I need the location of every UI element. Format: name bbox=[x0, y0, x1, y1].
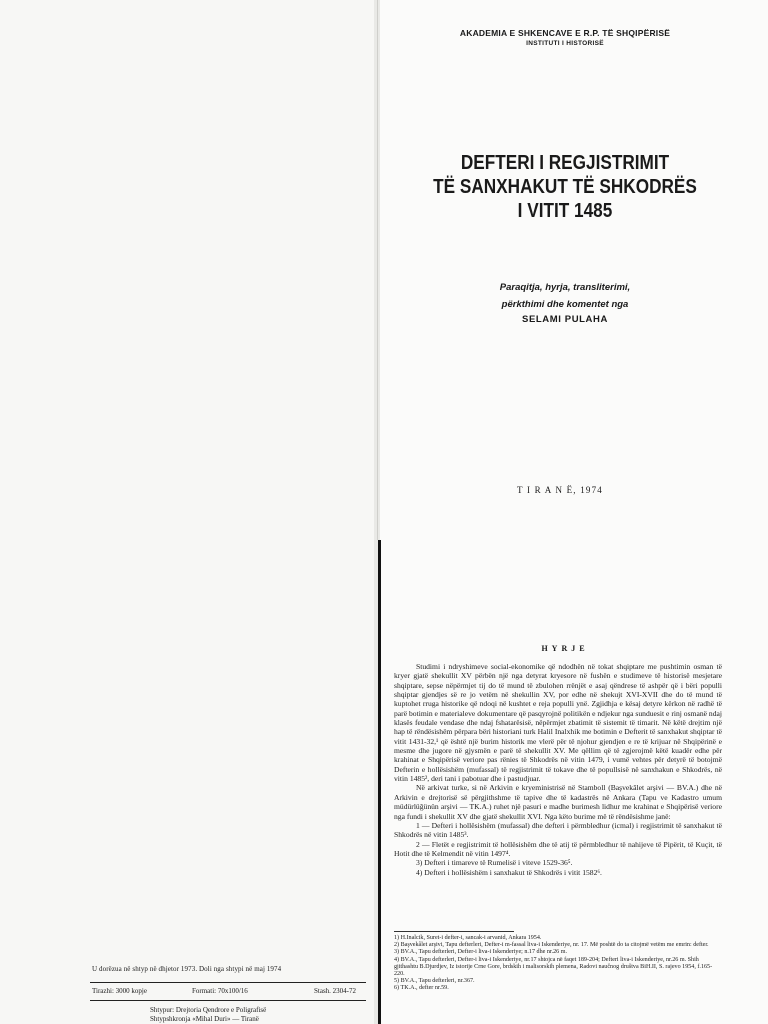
printer-line-1: Shtypur: Drejtoria Qendrore e Poligrafisë bbox=[150, 1006, 267, 1014]
body-text bbox=[394, 662, 722, 877]
list-item: 4) Defteri i hollësishëm i sanxhakut të Shkodrës i vitit 1582⁶. bbox=[416, 867, 602, 877]
place-year: T I R A N Ë, 1974 bbox=[517, 485, 603, 495]
left-page bbox=[0, 0, 378, 1024]
list-item: 1 — Defteri i hollësishëm (mufassal) dhe defteri i përmbledhur (icmal) i regjistrimit të sanxhakut të Shkodrës në vitin 1485³. bbox=[394, 820, 722, 840]
print-run: Tirazhi: 3000 kopje bbox=[92, 987, 147, 995]
subtitle-line-1: Paraqitja, hyrja, transliterimi, bbox=[499, 282, 631, 293]
format: Formati: 70x100/16 bbox=[192, 987, 248, 995]
stash: Stash. 2304-72 bbox=[314, 987, 356, 995]
institute-name: INSTITUTI I HISTORISË bbox=[526, 40, 604, 47]
imprint-rule-bottom bbox=[90, 1000, 366, 1001]
footnote: 6) TK.A., defter nr.59. bbox=[394, 985, 449, 992]
footnote: 3) BV.A., Tapu defterleri, Defter-i liva-i Iskenderiye; n.17 dhe nr.26 m. bbox=[394, 949, 568, 956]
academy-name: AKADEMIA E SHKENCAVE E R.P. TË SHQIPËRISË bbox=[459, 28, 671, 38]
book-title-line-3: I VITIT 1485 bbox=[517, 200, 613, 222]
author-name: SELAMI PULAHA bbox=[522, 314, 608, 325]
footnote: 1) H.Inalcik, Suret-i defter-i, sancak-i arvanid, Ankara 1954. bbox=[394, 935, 542, 941]
imprint-rule-top bbox=[90, 982, 366, 983]
paragraph: Në arkivat turke, si në Arkivin e kryeministrisë në Stamboll (Başvekâlet arşivi — BV.A.) dhe në Arkivin e drejtorisë së përgjithshme të tapive dhe të kadastrës në Ankara (Tapu ve Kadastro umum müdürlüğünün arşivi — TK.A.) ruhet një pasuri e madhe burimesh lidhur me krahinat e Shqipërisë veriore nga fundi i shekullit XV dhe gjatë shekullit XVI. Nga këto burime më të rëndësishme janë: bbox=[394, 783, 722, 821]
footnote-rule bbox=[394, 931, 514, 932]
list-item: 3) Defteri i timareve të Rumelisë i viteve 1529-36⁵. bbox=[416, 858, 573, 868]
subtitle-line-2: përkthimi dhe komentet nga bbox=[501, 299, 629, 310]
footnotes bbox=[394, 935, 722, 993]
book-title-line-2: TË SANXHAKUT TË SHKODRËS bbox=[433, 176, 697, 198]
printer-line-2: Shtypshkronja «Mihal Duri» — Tiranë bbox=[150, 1015, 259, 1023]
list-item: 2 — Fletët e regjistrimit të hollësishëm dhe të atij të përmbledhur të nahijeve të Pipërit, të Kuçit, të Hotit dhe të Kelmendit në vitin 1497⁴. bbox=[394, 839, 722, 858]
footnote: 5) BV.A., Tapu defterleri, nr.367. bbox=[394, 978, 475, 985]
spine-shadow bbox=[378, 540, 381, 1024]
footnote: 2) Başvekâlet arşivi, Tapu defterleri, Defter-i m-fassal liva-i Iskenderiye, nr. 17. Më poshtë do ta citojmë vetëm me emrin: defter. bbox=[394, 942, 709, 949]
book-title-line-1: DEFTERI I REGJISTRIMIT bbox=[460, 152, 670, 174]
spine-edge bbox=[377, 0, 378, 540]
print-dates: U dorëzua në shtyp në dhjetor 1973. Doli nga shtypi në maj 1974 bbox=[92, 965, 282, 973]
section-heading: HYRJE bbox=[541, 644, 589, 653]
footnote: 4) BV.A., Tapu defterleri, Defter-i liva-i Iskenderiye, nr.17 shtojca në faqet 189-204; Defteri liva-i Iskenderiye, nr.26 m. Shih gjithashtu B.Djurdjev, Iz istorije Crne Gore, brdskih i malisorskih plemena, Radovi naučnog društva BiH.II, S. rajevo 1954, f.165-220. bbox=[394, 956, 713, 978]
paragraph: Studimi i ndryshimeve social-ekonomike që ndodhën në tokat shqiptare me pushtimin osman të kryer gjatë shekullit XV përbën një nga detyrat kryesore në fushën e studimeve të historisë mesjetare shqiptare, sepse nëpërmjet tij do të mund të zbulohen rrënjët e asaj qëndrese të ashpër që i bëri populli shqiptar gjendjes së re jo vetëm në shekullin XV, por edhe në shekujt XVI-XVII dhe do të mund të kuptohet rruga historike që ndoqi në kushtet e reja populli ynë. Zgjidhja e kësaj detyre kërkon në radhë të parë botimin e materialeve dokumentare që pasqyrojnë politikën e ndjekur nga sunduesit e rinj osmanë ndaj klasës feudale vendase dhe ndaj fshatarësisë, nëpërmjet zbatimit të sistemit të timarit. Në këtë drejtim një hap të rëndësishëm përpara bëri historiani turk Halil Inalxhik me botimin e Defterit të sanxhakut shqiptar të vitit 1431-32,¹ që është një burim historik me vlerë për të njohur gjendjen e re të krijuar në Shqipërinë e mesme dhe jugore në gjysmën e parë të shekullit XV. Me qëllim që të zgjerojmë këtë kuadër edhe për krahinat e Shqipërisë veriore pas rënies të Shkodrës në vitin 1479, i vumë vehtes për detyrë të botojmë Defterin e hollësishëm (mufassal) të regjistrimit të tokave dhe të popullsisë në sanxhakun e Shkodrës, në vitin 1485², deri tani i pabotuar dhe i pastudjuar. bbox=[394, 662, 722, 784]
